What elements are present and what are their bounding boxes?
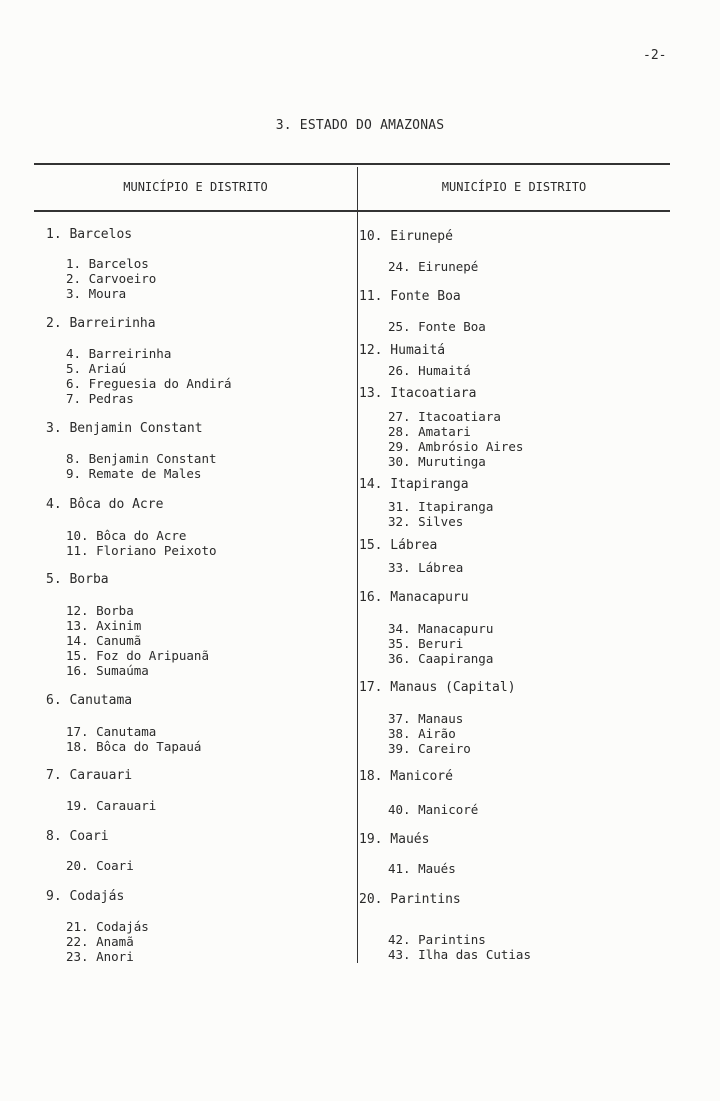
- municipio-item: 6. Canutama: [46, 693, 133, 708]
- municipio-item: 18. Manicoré: [359, 769, 453, 784]
- distrito-item: 17. Canutama: [66, 724, 157, 739]
- municipio-item: 10. Eirunepé: [359, 229, 453, 244]
- distrito-item: 31. Itapiranga: [388, 499, 494, 514]
- municipio-item: 12. Humaitá: [359, 343, 446, 358]
- municipio-item: 11. Fonte Boa: [359, 289, 461, 304]
- page-title: 3. ESTADO DO AMAZONAS: [275, 118, 445, 133]
- header-left: MUNICÍPIO E DISTRITO: [123, 180, 268, 194]
- distrito-item: 21. Codajás: [66, 919, 149, 934]
- distrito-item: 26. Humaitá: [388, 363, 471, 378]
- municipio-item: 16. Manacapuru: [359, 590, 469, 605]
- municipio-item: 17. Manaus (Capital): [359, 680, 516, 695]
- distrito-item: 42. Parintins: [388, 932, 486, 947]
- distrito-item: 35. Beruri: [388, 636, 464, 651]
- table-top-rule: [34, 163, 670, 165]
- distrito-item: 20. Coari: [66, 858, 134, 873]
- distrito-item: 6. Freguesia do Andirá: [66, 376, 232, 391]
- distrito-item: 27. Itacoatiara: [388, 409, 501, 424]
- distrito-item: 34. Manacapuru: [388, 621, 494, 636]
- distrito-item: 30. Murutinga: [388, 454, 486, 469]
- municipio-item: 8. Coari: [46, 829, 109, 844]
- municipio-item: 19. Maués: [359, 832, 430, 847]
- distrito-item: 2. Carvoeiro: [66, 271, 157, 286]
- municipio-item: 7. Carauari: [46, 768, 133, 783]
- distrito-item: 40. Manicoré: [388, 802, 479, 817]
- municipio-item: 20. Parintins: [359, 892, 461, 907]
- distrito-item: 10. Bôca do Acre: [66, 528, 187, 543]
- distrito-item: 19. Carauari: [66, 798, 157, 813]
- distrito-item: 43. Ilha das Cutias: [388, 947, 531, 962]
- distrito-item: 14. Canumã: [66, 633, 142, 648]
- municipio-item: 1. Barcelos: [46, 227, 133, 242]
- municipio-item: 15. Lábrea: [359, 538, 438, 553]
- distrito-item: 8. Benjamin Constant: [66, 451, 217, 466]
- distrito-item: 12. Borba: [66, 603, 134, 618]
- distrito-item: 36. Caapiranga: [388, 651, 494, 666]
- distrito-item: 22. Anamã: [66, 934, 134, 949]
- distrito-item: 25. Fonte Boa: [388, 319, 486, 334]
- municipio-item: 5. Borba: [46, 572, 109, 587]
- distrito-item: 29. Ambrósio Aires: [388, 439, 524, 454]
- distrito-item: 13. Axinim: [66, 618, 142, 633]
- distrito-item: 28. Amatari: [388, 424, 471, 439]
- distrito-item: 3. Moura: [66, 286, 127, 301]
- distrito-item: 38. Airão: [388, 726, 456, 741]
- distrito-item: 32. Silves: [388, 514, 464, 529]
- municipio-item: 4. Bôca do Acre: [46, 497, 164, 512]
- distrito-item: 16. Sumaúma: [66, 663, 149, 678]
- distrito-item: 7. Pedras: [66, 391, 134, 406]
- distrito-item: 11. Floriano Peixoto: [66, 543, 217, 558]
- distrito-item: 23. Anori: [66, 949, 134, 964]
- column-divider: [357, 167, 358, 963]
- distrito-item: 41. Maués: [388, 861, 456, 876]
- municipio-item: 14. Itapiranga: [359, 477, 469, 492]
- distrito-item: 37. Manaus: [388, 711, 464, 726]
- municipio-item: 3. Benjamin Constant: [46, 421, 203, 436]
- distrito-item: 5. Ariaú: [66, 361, 127, 376]
- distrito-item: 1. Barcelos: [66, 256, 149, 271]
- distrito-item: 9. Remate de Males: [66, 466, 202, 481]
- distrito-item: 18. Bôca do Tapauá: [66, 739, 202, 754]
- distrito-item: 33. Lábrea: [388, 560, 464, 575]
- distrito-item: 4. Barreirinha: [66, 346, 172, 361]
- header-right: MUNICÍPIO E DISTRITO: [441, 180, 587, 194]
- page-number: -2-: [643, 48, 667, 63]
- distrito-item: 24. Eirunepé: [388, 259, 479, 274]
- distrito-item: 39. Careiro: [388, 741, 471, 756]
- municipio-item: 13. Itacoatiara: [359, 386, 477, 401]
- table-header-rule: [34, 210, 670, 212]
- municipio-item: 9. Codajás: [46, 889, 125, 904]
- municipio-item: 2. Barreirinha: [46, 316, 156, 331]
- distrito-item: 15. Foz do Aripuanã: [66, 648, 209, 663]
